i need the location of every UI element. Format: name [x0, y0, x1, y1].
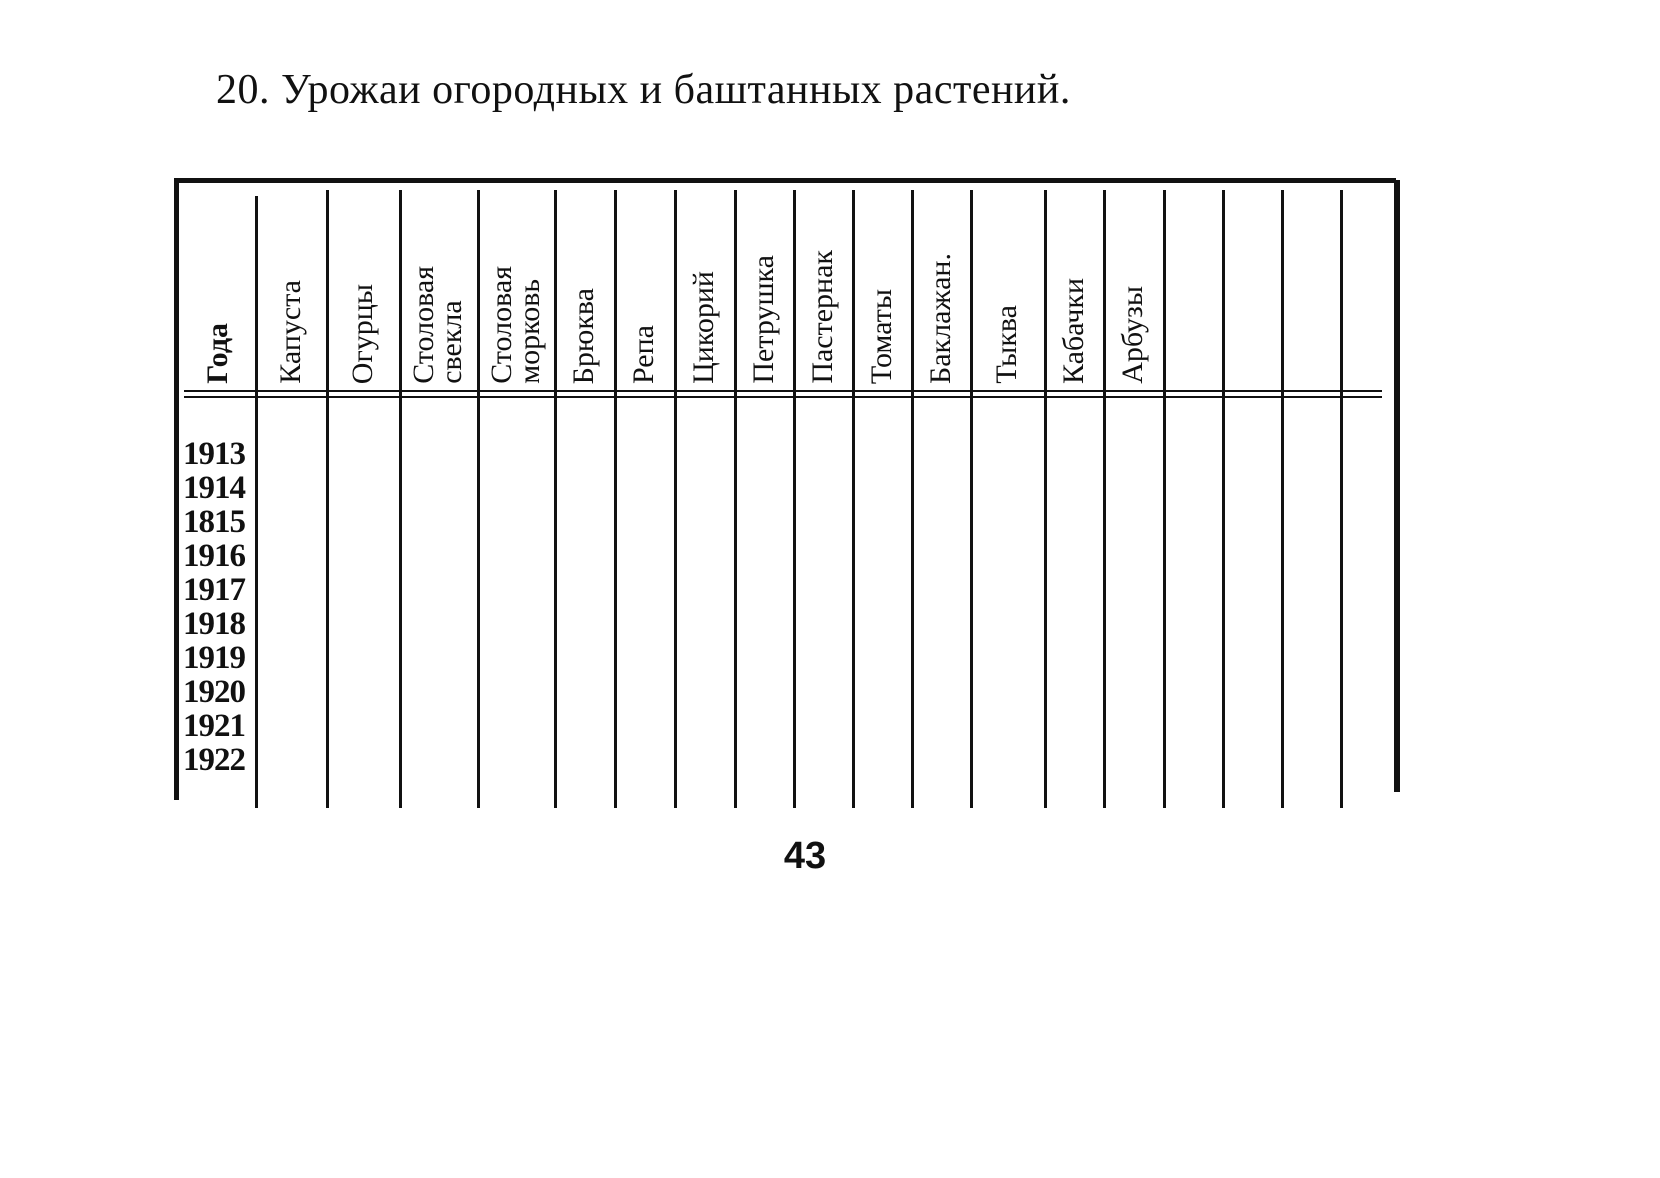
table-top-rule: [174, 178, 1396, 183]
column-header-label: Огурцы: [345, 283, 379, 384]
column-divider: [1340, 190, 1343, 808]
column-header-label: Столовая морковь: [484, 266, 546, 384]
column-header: [477, 188, 554, 388]
column-header-label: Петрушка: [746, 255, 780, 384]
column-header: [852, 188, 911, 388]
column-header: [793, 188, 852, 388]
column-header-label: Брюква: [567, 287, 600, 384]
table-right-border: [1394, 180, 1400, 792]
year-label: 1919: [183, 640, 245, 676]
column-header-label: Цикорий: [687, 271, 720, 384]
page-number: 43: [783, 835, 827, 877]
column-header-label: Баклажан.: [923, 252, 957, 384]
column-header: [255, 188, 326, 388]
year-label: 1921: [183, 708, 245, 744]
column-header-label: Томаты: [864, 288, 898, 384]
column-header-label: Репа: [627, 325, 660, 384]
column-header: [1222, 188, 1281, 388]
year-label: 1913: [183, 436, 245, 472]
column-header: [554, 188, 614, 388]
column-header: [326, 188, 399, 388]
year-label: 1917: [183, 572, 245, 608]
header-rule-upper: [184, 390, 1382, 392]
column-header: [399, 188, 477, 388]
column-header-label: Пастернак: [805, 250, 839, 384]
column-header-label: Арбузы: [1116, 286, 1149, 384]
column-header-label: Капуста: [273, 280, 307, 384]
column-header-label: Года: [200, 323, 234, 384]
year-label: 1920: [183, 674, 245, 710]
year-label: 1922: [183, 742, 245, 778]
year-label: 1914: [183, 470, 245, 506]
column-header: [674, 188, 734, 388]
page-title: 20. Урожаи огородных и баштанных растений.: [216, 67, 1071, 113]
column-header-year: [180, 188, 255, 388]
year-label: 1815: [183, 504, 245, 540]
column-header-label: Кабачки: [1056, 277, 1090, 384]
year-label: 1918: [183, 606, 245, 642]
year-label: 1916: [183, 538, 245, 574]
column-header-label: Тыква: [990, 305, 1023, 384]
column-header: [911, 188, 970, 388]
header-rule-lower: [184, 396, 1382, 398]
table-left-border: [174, 180, 179, 800]
column-header: [1281, 188, 1340, 388]
column-header-label: Столовая свекла: [407, 266, 468, 384]
column-header: [1163, 188, 1222, 388]
column-header: [970, 188, 1044, 388]
column-header: [734, 188, 793, 388]
column-header: [1103, 188, 1163, 388]
column-header: [614, 188, 674, 388]
column-header: [1044, 188, 1103, 388]
